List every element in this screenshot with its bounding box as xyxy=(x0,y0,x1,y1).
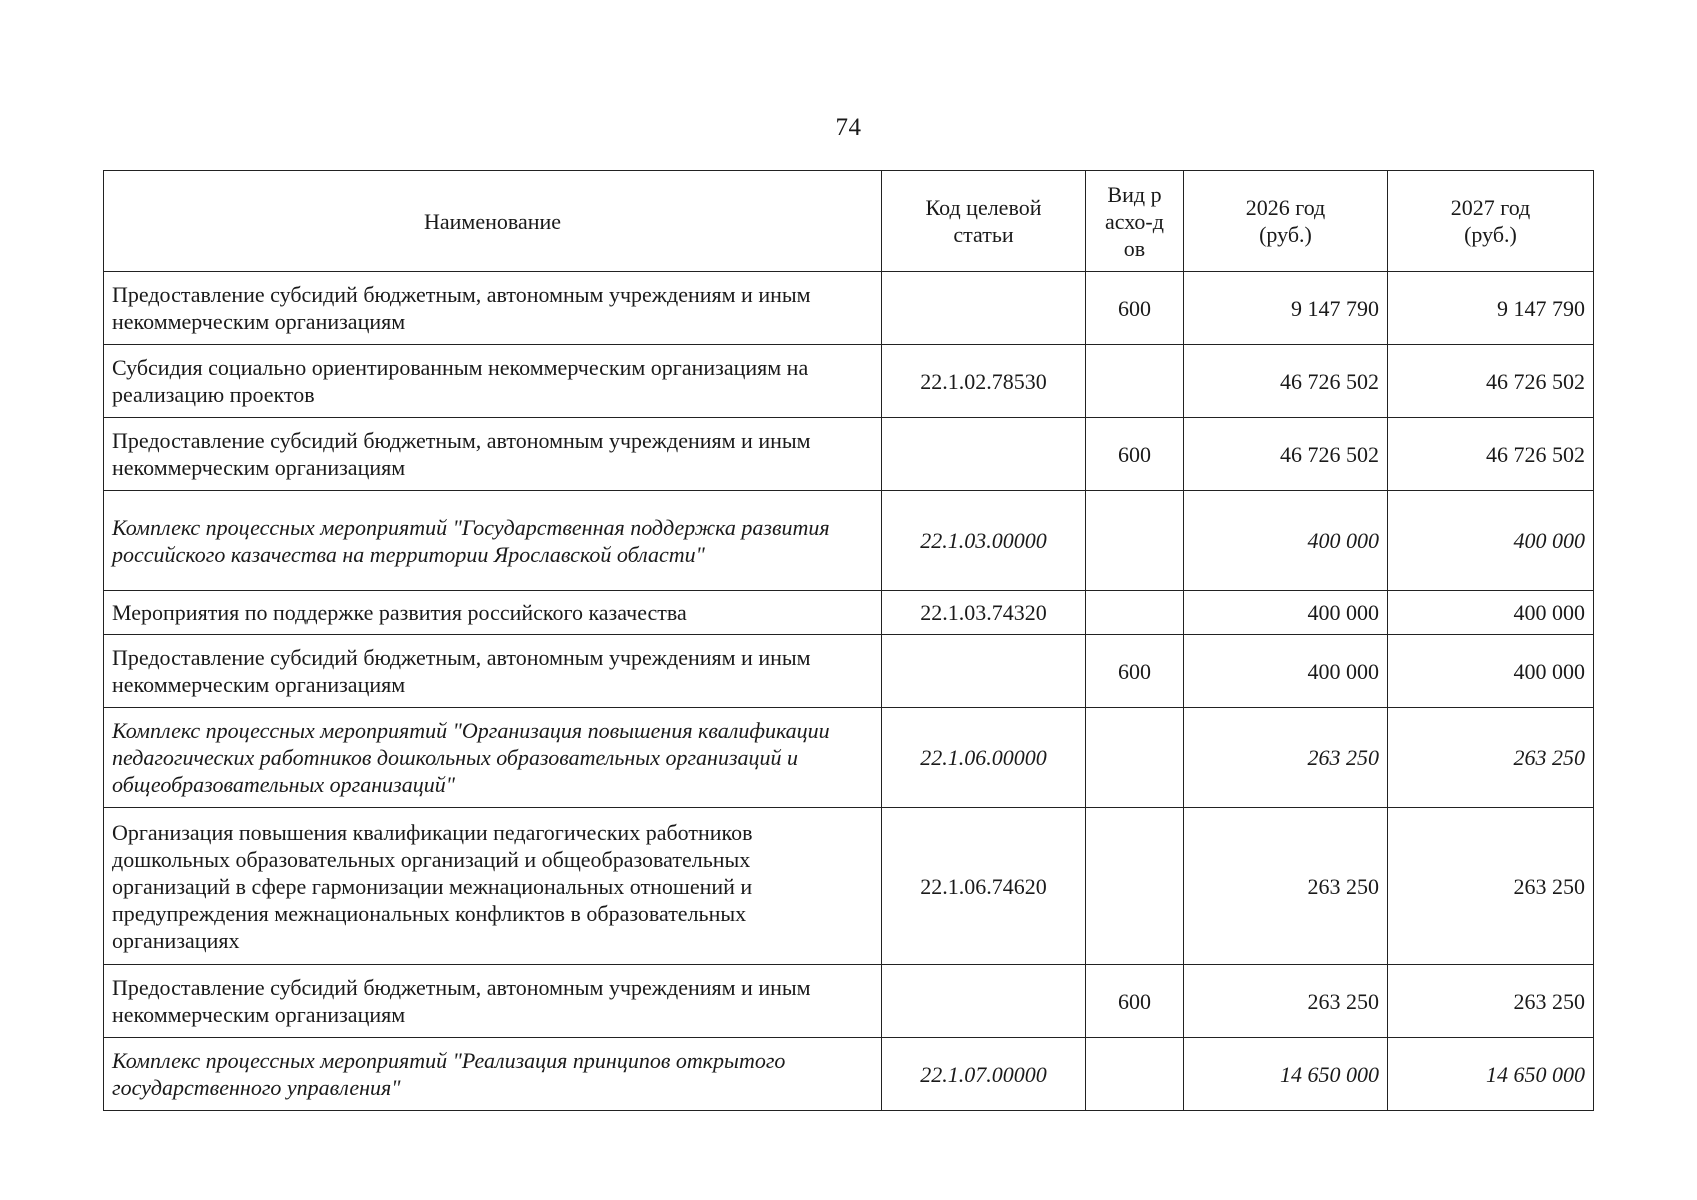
table-row xyxy=(104,1038,1594,1111)
row-name-cell: Мероприятия по поддержке развития российского казачества xyxy=(104,591,882,635)
table-row xyxy=(104,418,1594,491)
row-2026-amount-cell: 263 250 xyxy=(1184,808,1388,965)
row-code-cell: 22.1.06.00000 xyxy=(882,708,1086,808)
row-code-cell xyxy=(882,272,1086,345)
page-number: 74 xyxy=(835,114,862,141)
row-name-cell: Комплекс процессных мероприятий "Государственная поддержка развития российского казачества на территории Ярославской области" xyxy=(104,491,882,591)
row-2026-amount-cell: 14 650 000 xyxy=(1184,1038,1388,1111)
header-year-2026 xyxy=(1184,171,1388,272)
row-2026-amount-cell: 46 726 502 xyxy=(1184,345,1388,418)
row-kind-cell xyxy=(1086,808,1184,965)
table-row xyxy=(104,272,1594,345)
row-name-cell: Предоставление субсидий бюджетным, автономным учреждениям и иным некоммерческим организациям xyxy=(104,965,882,1038)
row-kind-cell xyxy=(1086,1038,1184,1111)
row-2027-amount-cell: 9 147 790 xyxy=(1388,272,1594,345)
row-2027-amount-cell: 263 250 xyxy=(1388,708,1594,808)
header-kind xyxy=(1086,171,1184,272)
row-code-cell xyxy=(882,418,1086,491)
header-name-text: Наименование xyxy=(423,208,562,234)
header-year-2027-text: 2027 год (руб.) xyxy=(1450,195,1531,247)
row-2027-amount-cell: 400 000 xyxy=(1388,635,1594,708)
row-code-cell: 22.1.03.00000 xyxy=(882,491,1086,591)
row-code-cell: 22.1.02.78530 xyxy=(882,345,1086,418)
row-kind-cell xyxy=(1086,345,1184,418)
row-code-cell: 22.1.07.00000 xyxy=(882,1038,1086,1111)
row-name-cell: Комплекс процессных мероприятий "Организация повышения квалификации педагогических работников дошкольных образовательных организаций и общеобразовательных организаций" xyxy=(104,708,882,808)
table-row xyxy=(104,808,1594,965)
row-2026-amount-cell: 400 000 xyxy=(1184,635,1388,708)
row-kind-cell: 600 xyxy=(1086,635,1184,708)
header-name xyxy=(104,171,882,272)
budget-table xyxy=(103,170,1594,1111)
row-2026-amount-cell: 400 000 xyxy=(1184,591,1388,635)
row-kind-cell: 600 xyxy=(1086,272,1184,345)
row-code-cell xyxy=(882,635,1086,708)
row-code-cell: 22.1.03.74320 xyxy=(882,591,1086,635)
table-row xyxy=(104,635,1594,708)
header-year-2026-text: 2026 год (руб.) xyxy=(1245,195,1326,247)
row-kind-cell: 600 xyxy=(1086,965,1184,1038)
row-name-cell: Предоставление субсидий бюджетным, автономным учреждениям и иным некоммерческим организациям xyxy=(104,418,882,491)
table-row xyxy=(104,591,1594,635)
row-2027-amount-cell: 263 250 xyxy=(1388,808,1594,965)
table-header-row xyxy=(104,171,1594,272)
header-code xyxy=(882,171,1086,272)
header-year-2027 xyxy=(1388,171,1594,272)
row-2026-amount-cell: 263 250 xyxy=(1184,708,1388,808)
row-2027-amount-cell: 400 000 xyxy=(1388,491,1594,591)
row-2027-amount-cell: 400 000 xyxy=(1388,591,1594,635)
header-code-text: Код целевой статьи xyxy=(925,195,1042,247)
row-name-cell: Комплекс процессных мероприятий "Реализация принципов открытого государственного управления" xyxy=(104,1038,882,1111)
row-name-cell: Предоставление субсидий бюджетным, автономным учреждениям и иным некоммерческим организациям xyxy=(104,272,882,345)
row-2027-amount-cell: 14 650 000 xyxy=(1388,1038,1594,1111)
row-code-cell xyxy=(882,965,1086,1038)
table-row xyxy=(104,491,1594,591)
row-name-cell: Предоставление субсидий бюджетным, автономным учреждениям и иным некоммерческим организациям xyxy=(104,635,882,708)
row-2026-amount-cell: 46 726 502 xyxy=(1184,418,1388,491)
header-kind-text: Вид расхо-дов xyxy=(1105,181,1164,261)
table-row xyxy=(104,345,1594,418)
table-body xyxy=(104,272,1594,1111)
table-row xyxy=(104,965,1594,1038)
row-2026-amount-cell: 9 147 790 xyxy=(1184,272,1388,345)
row-name-cell: Организация повышения квалификации педагогических работников дошкольных образовательных организаций и общеобразовательных организаций в сфере гармонизации межнациональных отношений и предупреждения межнациональных конфликтов в образовательных организациях xyxy=(104,808,882,965)
table-row xyxy=(104,708,1594,808)
row-name-cell: Субсидия социально ориентированным некоммерческим организациям на реализацию проектов xyxy=(104,345,882,418)
row-2026-amount-cell: 400 000 xyxy=(1184,491,1388,591)
row-kind-cell: 600 xyxy=(1086,418,1184,491)
row-2027-amount-cell: 46 726 502 xyxy=(1388,418,1594,491)
row-2026-amount-cell: 263 250 xyxy=(1184,965,1388,1038)
row-kind-cell xyxy=(1086,491,1184,591)
row-kind-cell xyxy=(1086,591,1184,635)
row-code-cell: 22.1.06.74620 xyxy=(882,808,1086,965)
row-kind-cell xyxy=(1086,708,1184,808)
row-2027-amount-cell: 46 726 502 xyxy=(1388,345,1594,418)
row-2027-amount-cell: 263 250 xyxy=(1388,965,1594,1038)
